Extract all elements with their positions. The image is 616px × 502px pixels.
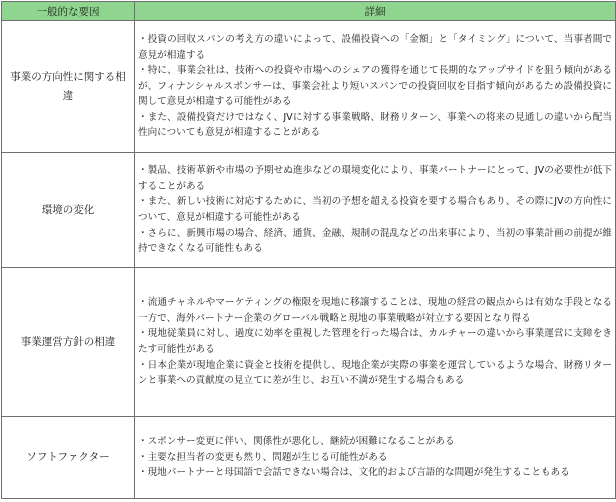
detail-item: ・さらに、新興市場の場合、経済、通貨、金融、規制の混乱などの出来事により、当初の事業計画の前提が維持できなくなる可能性もある	[138, 227, 612, 255]
row-factor-label: 環境の変化	[2, 153, 135, 268]
row-detail-cell	[135, 153, 616, 268]
table-row	[2, 417, 616, 499]
detail-item: ・現地従業員に対し、過度に効率を重視した管理を行った場合は、カルチャーの違いから事業運営に支障をきたす可能性がある	[138, 328, 612, 355]
header-detail: 詳細	[135, 2, 616, 21]
row-factor-label: 事業運営方針の相違	[2, 268, 135, 417]
detail-item: ・スポンサー変更に伴い、関係性が悪化し、継続が困難になることがある	[138, 436, 455, 448]
detail-item: ・また、設備投資だけではなく、JVに対する事業戦略、財務リターン、事業への将来の見通しの違いから配当性向についても意見が相違することがある	[138, 111, 612, 139]
detail-item: ・現地パートナーと母国語で会話できない場合は、文化的および言語的な問題が発生することもある	[138, 467, 570, 479]
table-row	[2, 268, 616, 417]
row-factor-label: 事業の方向性に関する相違	[2, 21, 135, 153]
row-detail-cell	[135, 21, 616, 153]
comparison-table-container	[1, 1, 615, 499]
detail-item: ・製品、技術革新や市場の予期せぬ進歩などの環境変化により、事業パートナーにとって、JVの必要性が低下することがある	[138, 165, 612, 192]
jv-dispute-factors-table	[1, 1, 616, 499]
detail-item: ・主要な担当者の変更も然り、問題が生じる可能性がある	[138, 451, 388, 463]
detail-item: ・流通チャネルやマーケティングの権限を現地に移譲することは、現地の経営の観点からは有効な手段となる一方で、海外パートナー企業のグローバル戦略と現地の事業戦略が対立する要因となり得る	[138, 297, 612, 324]
row-detail-cell	[135, 268, 616, 417]
row-detail-cell	[135, 417, 616, 499]
detail-item: ・特に、事業会社は、技術への投資や市場へのシェアの獲得を通じて長期的なアップサイドを狙う傾向があるが、フィナンシャルスポンサーは、事業会社より短いスパンでの投資回収を目指す傾向があるため設備投資に関して意見が相違する可能性がある	[138, 65, 612, 108]
table-row	[2, 21, 616, 153]
detail-item: ・また、新しい技術に対応するために、当初の予想を超える投資を要する場合もあり、その際にJVの方向性について、意見が相違する可能性がある	[138, 196, 612, 223]
row-factor-label: ソフトファクター	[2, 417, 135, 499]
header-factor: 一般的な要因	[2, 2, 135, 21]
detail-item: ・日本企業が現地企業に資金と技術を提供し、現地企業が実際の事業を運営しているような場合、財務リターンと事業への貢献度の見立てに差が生じ、お互い不満が発生する場合もある	[138, 359, 612, 387]
table-row	[2, 153, 616, 268]
detail-item: ・投資の回収スパンの考え方の違いによって、設備投資への「金額」と「タイミング」について、当事者間で意見が相違する	[138, 33, 612, 61]
table-header-row	[2, 2, 616, 21]
